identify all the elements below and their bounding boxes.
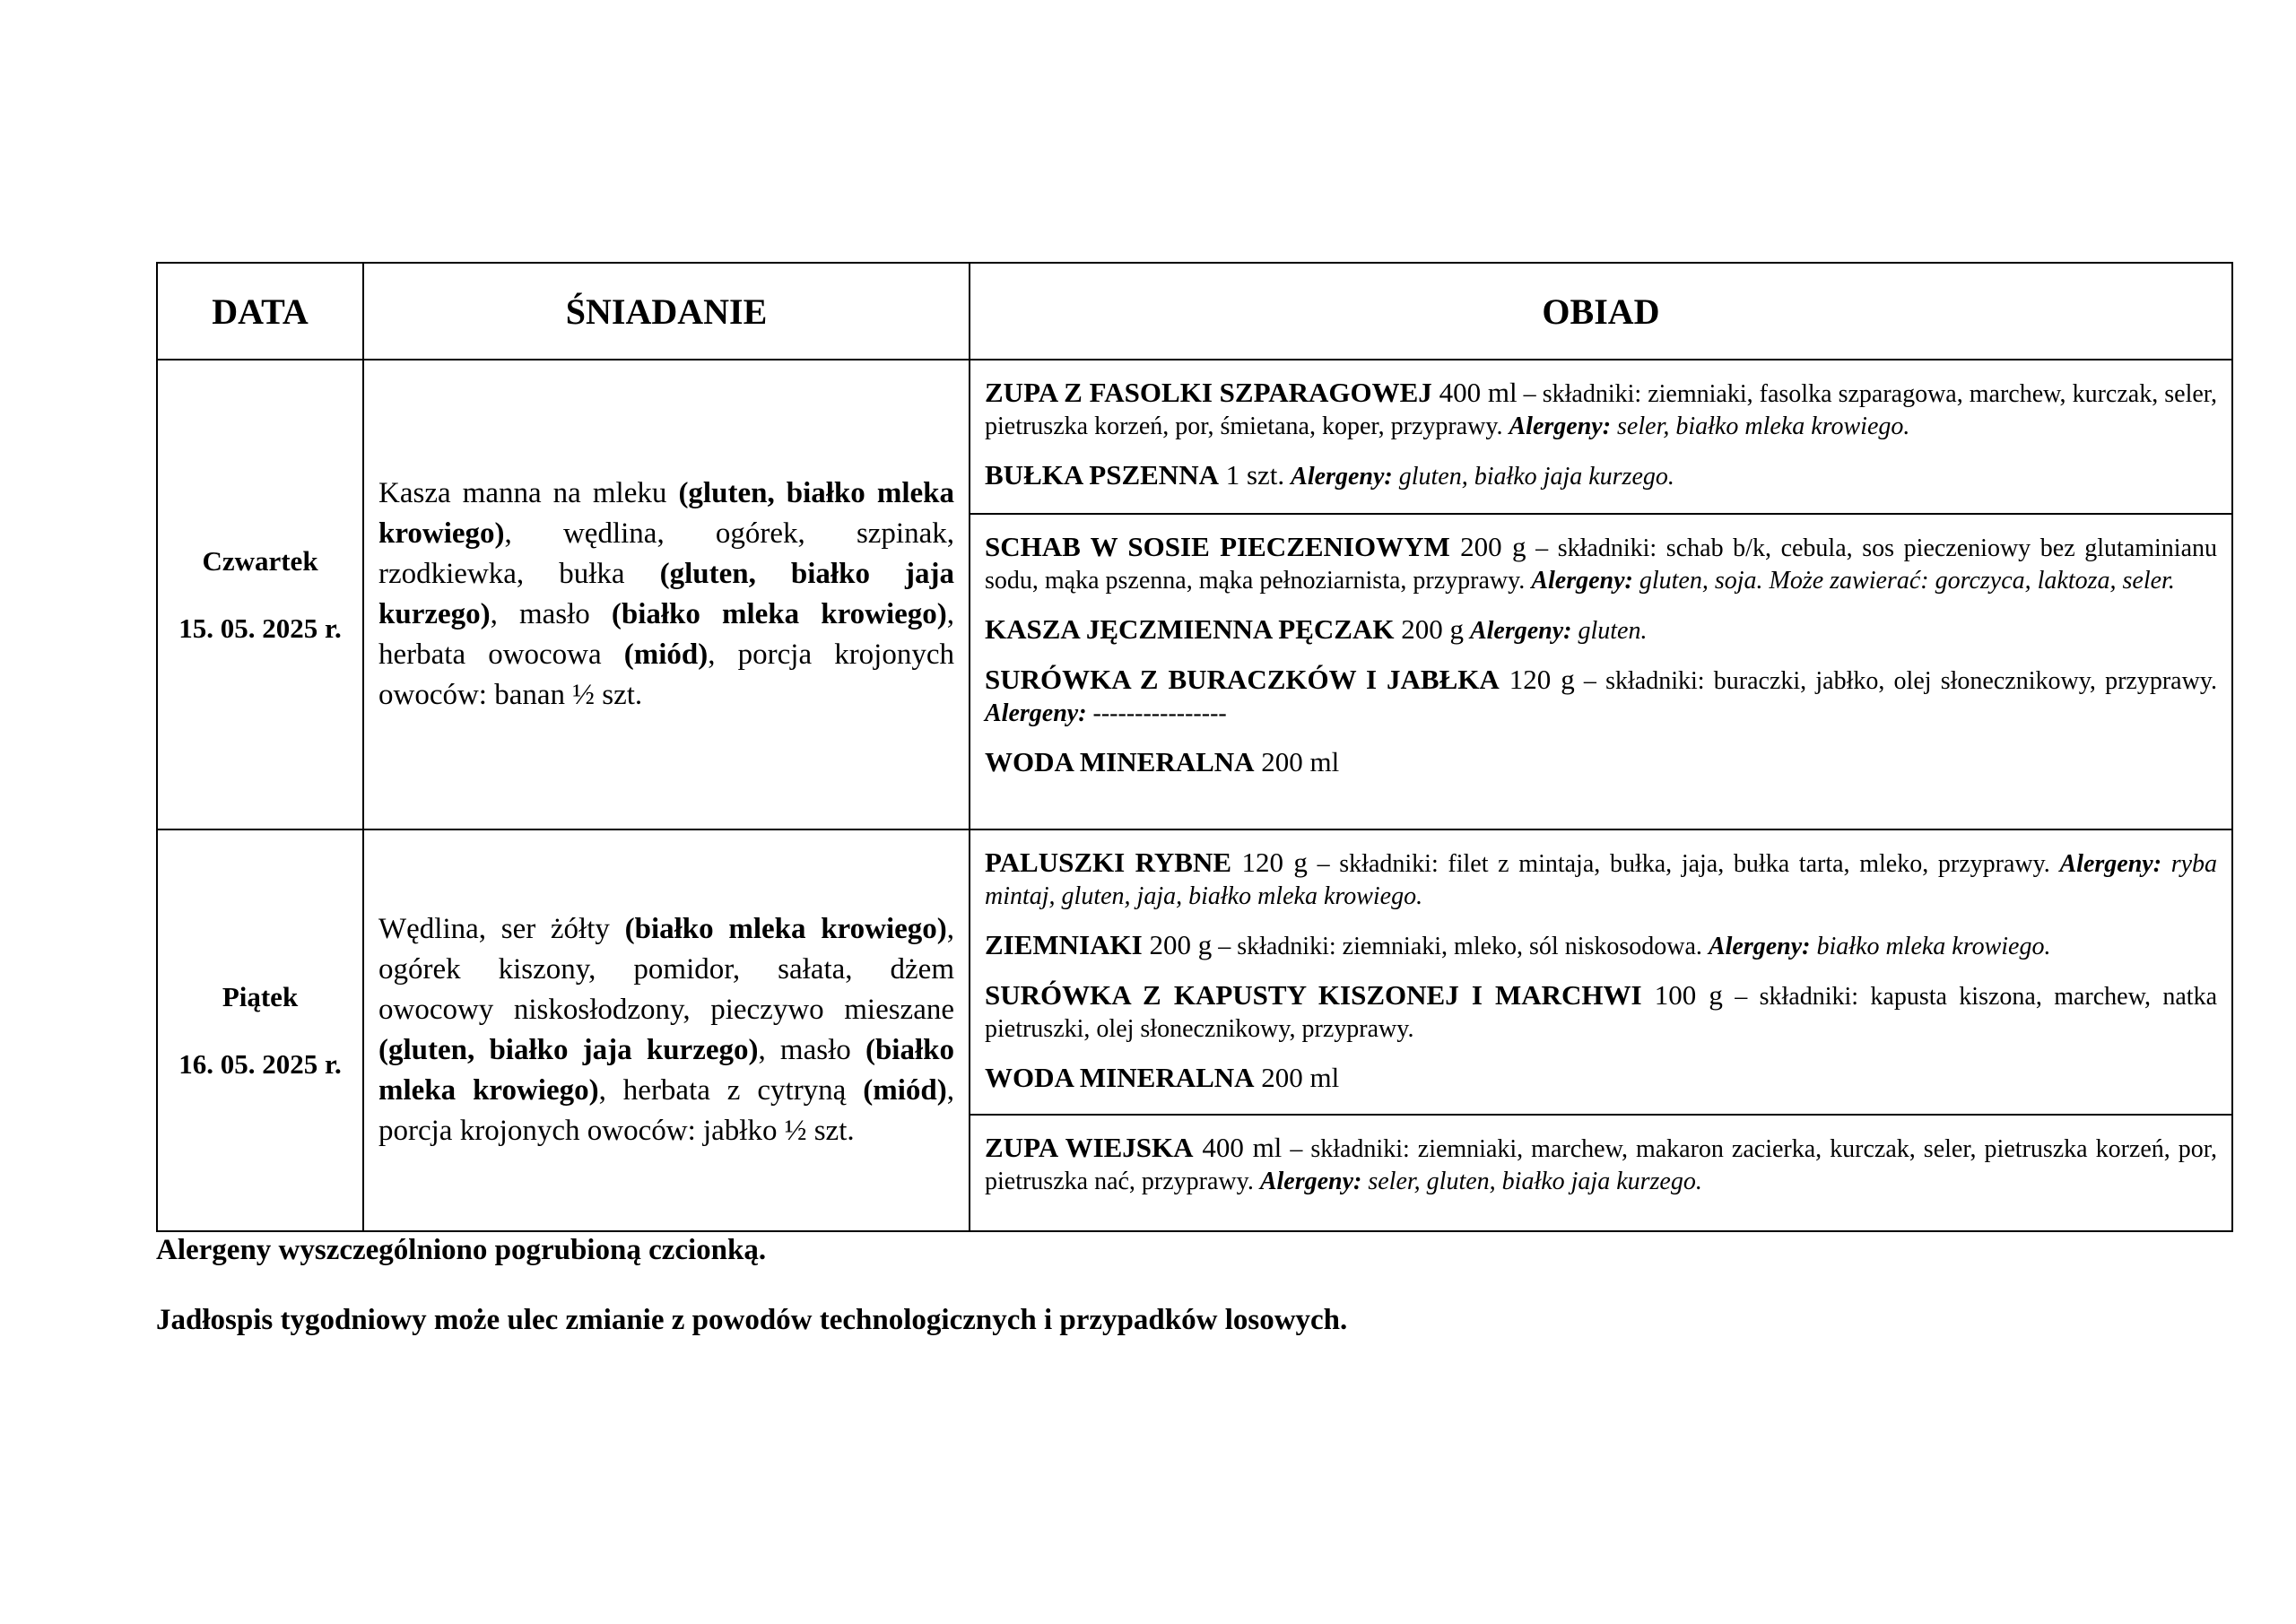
dish-quantity: 120 g bbox=[1231, 847, 1308, 878]
allergen-label: Alergeny: bbox=[985, 699, 1087, 727]
allergen-text: (gluten, białko jaja kurzego) bbox=[378, 558, 954, 630]
dish-quantity: 1 szt. bbox=[1218, 459, 1285, 491]
lunch-cell bbox=[970, 1115, 2232, 1231]
dish-name: ZUPA Z FASOLKI SZPARAGOWEJ bbox=[985, 377, 1432, 408]
dish-ingredients: – składniki: kapusta kiszona, marchew, natka pietruszki, olej słonecznikowy, przyprawy. bbox=[985, 983, 2218, 1043]
date-cell bbox=[157, 360, 363, 829]
allergen-text: (białko mleka krowiego) bbox=[378, 1034, 954, 1107]
dish-name: WODA MINERALNA bbox=[985, 1062, 1255, 1093]
dish-name: SCHAB W SOSIE PIECZENIOWYM bbox=[985, 531, 1450, 562]
allergen-text: (białko mleka krowiego) bbox=[624, 913, 947, 945]
breakfast-segment: , wędlina, ogórek, szpinak, rzodkiewka, bułka bbox=[378, 517, 954, 590]
breakfast-text bbox=[378, 909, 954, 1151]
lunch-items bbox=[985, 377, 2217, 493]
day-name: Czwartek bbox=[202, 544, 318, 577]
dish-item bbox=[985, 746, 2217, 780]
breakfast-segment: , porcja krojonych owoców: banan ½ szt. bbox=[378, 638, 954, 711]
breakfast-cell bbox=[363, 360, 970, 829]
allergen-label: Alergeny: bbox=[1509, 413, 1612, 440]
menu-table bbox=[156, 262, 2233, 1232]
allergen-list: seler, gluten, białko jaja kurzego. bbox=[1361, 1168, 1702, 1195]
allergen-list: seler, białko mleka krowiego. bbox=[1611, 413, 1910, 440]
allergen-text: (gluten, białko mleka krowiego) bbox=[378, 477, 954, 550]
dish-name: WODA MINERALNA bbox=[985, 746, 1255, 777]
dish-item bbox=[985, 459, 2217, 493]
dish-ingredients: – składniki: ziemniaki, mleko, sól niskosodowa. bbox=[1212, 933, 1709, 960]
allergen-list: białko mleka krowiego. bbox=[1810, 933, 2051, 960]
dish-quantity: 200 ml bbox=[1254, 746, 1340, 777]
header-date: DATA bbox=[157, 263, 363, 360]
dish-ingredients: – składniki: schab b/k, cebula, sos pieczeniowy bez glutaminianu sodu, mąka pszenna, mąka pełnoziarnista, przyprawy. bbox=[985, 534, 2218, 595]
allergen-label: Alergeny: bbox=[1259, 1168, 1362, 1195]
dish-quantity: 400 ml bbox=[1431, 377, 1518, 408]
dish-name: SURÓWKA Z BURACZKÓW I JABŁKA bbox=[985, 664, 1500, 695]
dish-item bbox=[985, 847, 2217, 913]
menu-change-note: Jadłospis tygodniowy może ulec zmianie z powodów technologicznych i przypadków losowych. bbox=[156, 1304, 1348, 1336]
dish-quantity: 200 g bbox=[1142, 929, 1213, 960]
dish-item bbox=[985, 377, 2217, 443]
allergen-label: Alergeny: bbox=[1531, 567, 1633, 595]
allergen-list: gluten. bbox=[1571, 617, 1648, 645]
allergen-label: Alergeny: bbox=[1469, 617, 1572, 645]
dish-quantity: 120 g bbox=[1499, 664, 1575, 695]
dish-name: ZUPA WIEJSKA bbox=[985, 1132, 1194, 1163]
dish-quantity: 200 g bbox=[1449, 531, 1526, 562]
breakfast-segment: , masło bbox=[490, 598, 612, 630]
breakfast-segment: , ogórek kiszony, pomidor, sałata, dżem owocowy niskosłodzony, pieczywo mieszane bbox=[378, 913, 954, 1026]
dish-quantity: 200 ml bbox=[1254, 1062, 1340, 1093]
header-lunch: OBIAD bbox=[970, 263, 2232, 360]
lunch-cell bbox=[970, 360, 2232, 514]
breakfast-text bbox=[378, 473, 954, 716]
dish-item bbox=[985, 929, 2217, 963]
lunch-items bbox=[985, 1132, 2217, 1198]
dish-ingredients: – składniki: buraczki, jabłko, olej słonecznikowy, przyprawy. bbox=[1574, 667, 2218, 695]
allergen-list: gluten, białko jaja kurzego. bbox=[1392, 463, 1674, 491]
dish-item bbox=[985, 1132, 2217, 1198]
allergen-text: (miód) bbox=[623, 638, 709, 671]
dish-item bbox=[985, 979, 2217, 1046]
date-cell bbox=[157, 829, 363, 1231]
breakfast-segment: Kasza manna na mleku bbox=[378, 477, 679, 509]
allergen-list: ryba mintaj, gluten, jaja, białko mleka krowiego. bbox=[985, 850, 2218, 910]
dish-item bbox=[985, 531, 2217, 597]
dish-name: SURÓWKA Z KAPUSTY KISZONEJ I MARCHWI bbox=[985, 979, 1642, 1011]
dish-ingredients: – składniki: ziemniaki, fasolka szparagowa, marchew, kurczak, seler, pietruszka korzeń, por, śmietana, koper, przyprawy. bbox=[985, 380, 2217, 440]
dish-name: PALUSZKI RYBNE bbox=[985, 847, 1232, 878]
lunch-items bbox=[985, 531, 2217, 780]
breakfast-segment: , masło bbox=[758, 1034, 865, 1066]
breakfast-cell bbox=[363, 829, 970, 1231]
allergen-list: ---------------- bbox=[1086, 699, 1227, 727]
header-row bbox=[157, 263, 2232, 360]
dish-quantity: 200 g bbox=[1394, 613, 1464, 645]
allergen-label: Alergeny: bbox=[1708, 933, 1811, 960]
table-row bbox=[157, 360, 2232, 514]
breakfast-segment: , herbata owocowa bbox=[378, 598, 955, 671]
allergen-label: Alergeny: bbox=[2059, 850, 2162, 878]
dish-name: ZIEMNIAKI bbox=[985, 929, 1143, 960]
dish-item bbox=[985, 1062, 2217, 1096]
dish-item bbox=[985, 664, 2217, 730]
header-breakfast: ŚNIADANIE bbox=[363, 263, 970, 360]
breakfast-segment: , porcja krojonych owoców: jabłko ½ szt. bbox=[378, 1074, 954, 1147]
dish-ingredients bbox=[1464, 617, 1470, 645]
dish-item bbox=[985, 613, 2217, 647]
dish-quantity: 400 ml bbox=[1193, 1132, 1283, 1163]
allergen-label: Alergeny: bbox=[1291, 463, 1393, 491]
breakfast-segment: Wędlina, ser żółty bbox=[378, 913, 625, 945]
table-row bbox=[157, 829, 2232, 1115]
day-date: 16. 05. 2025 r. bbox=[178, 1048, 342, 1080]
lunch-cell bbox=[970, 514, 2232, 829]
allergen-text: (białko mleka krowiego) bbox=[611, 598, 947, 630]
day-name: Piątek bbox=[222, 980, 299, 1012]
dish-ingredients: – składniki: ziemniaki, marchew, makaron zacierka, kurczak, seler, pietruszka korzeń, por, pietruszka nać, przyprawy. bbox=[985, 1135, 2217, 1195]
allergen-text: (miód) bbox=[863, 1074, 947, 1107]
dish-ingredients: – składniki: filet z mintaja, bułka, jaja, bułka tarta, mleko, przyprawy. bbox=[1307, 850, 2060, 878]
breakfast-segment: , herbata z cytryną bbox=[598, 1074, 864, 1107]
dish-quantity: 100 g bbox=[1641, 979, 1723, 1011]
allergen-list: gluten, soja. Może zawierać: gorczyca, laktoza, seler. bbox=[1632, 567, 2175, 595]
lunch-items bbox=[985, 847, 2217, 1096]
allergen-text: (gluten, białko jaja kurzego) bbox=[378, 1034, 759, 1066]
dish-name: BUŁKA PSZENNA bbox=[985, 459, 1219, 491]
dish-name: KASZA JĘCZMIENNA PĘCZAK bbox=[985, 613, 1395, 645]
allergen-note: Alergeny wyszczególniono pogrubioną czcionką. bbox=[156, 1234, 767, 1266]
lunch-cell bbox=[970, 829, 2232, 1115]
day-date: 15. 05. 2025 r. bbox=[178, 612, 342, 644]
